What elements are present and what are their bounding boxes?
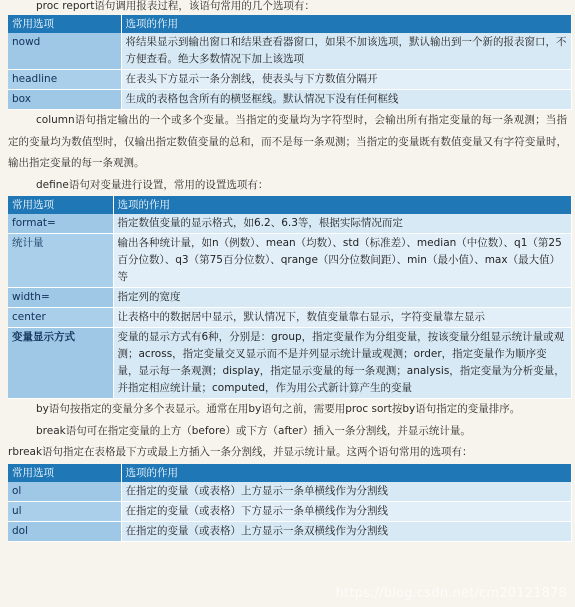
option-name: 变量显示方式: [8, 328, 113, 399]
option-name: 统计量: [8, 234, 113, 288]
option-description: 输出各种统计量，如n（例数）、mean（均数）、std（标准差）、median（中位数）、q1（第25百分位数）、q3（第75百分位数）、qrange（四分位数间距）、min（最小值）、max（最大值）等: [113, 234, 572, 288]
column-statement-paragraph: column语句指定输出的一个或多个变量。当指定的变量均为字符型时，会输出所有指定变量的每一条观测；当指定的变量均为数值型时，仅输出指定数值变量的总和，而不是每一条观测；当指定的变量既有数值变量又有字符变量时，输出指定变量的每一条观测。: [8, 114, 567, 169]
report-options-table: [8, 15, 572, 110]
column-header-effect: 选项的作用: [121, 15, 572, 33]
table-row: [8, 234, 572, 288]
table-row: [8, 288, 572, 308]
column-header-option: 常用选项: [8, 15, 121, 33]
option-name: headline: [8, 70, 121, 90]
by-statement-paragraph: by语句按指定的变量分多个表显示。通常在用by语句之前，需要用proc sort按by语句指定的变量排序。: [36, 403, 521, 415]
rbreak-statement-paragraph: rbreak语句指定在表格最下方或最上方插入一条分割线，并显示统计量。这两个语句常用的选项有：: [8, 446, 473, 458]
option-name: box: [8, 90, 121, 110]
option-name: format=: [8, 214, 113, 234]
column-header-effect: 选项的作用: [113, 196, 572, 214]
define-statement-paragraph: define语句对变量进行设置，常用的设置选项有：: [36, 178, 269, 191]
intro-paragraph: proc report语句调用报表过程，该语句常用的几个选项有：: [36, 0, 315, 12]
table-row: [8, 214, 572, 234]
option-description: 将结果显示到输出窗口和结果查看器窗口，如果不加该选项，默认输出到一个新的报表窗口，不方便查看。绝大多数情况下加上该选项: [121, 33, 572, 70]
option-description: 让表格中的数据居中显示，默认情况下，数值变量靠右显示，字符变量靠左显示: [113, 308, 572, 328]
option-description: 在表头下方显示一条分割线，使表头与下方数值分隔开: [121, 70, 572, 90]
table-row: [8, 70, 572, 90]
break-options-table: [8, 464, 572, 542]
watermark-url: https://blog.csdn.net/cm20121878: [335, 586, 567, 601]
table-row: [8, 521, 572, 541]
option-name: ol: [8, 482, 121, 502]
option-description: 指定数值变量的显示格式，如6.2、6.3等，根据实际情况而定: [113, 214, 572, 234]
table-row: [8, 308, 572, 328]
option-description: 指定列的宽度: [113, 288, 572, 308]
option-description: 在指定的变量（或表格）上方显示一条单横线作为分割线: [121, 482, 572, 502]
table-row: [8, 33, 572, 70]
option-description: 生成的表格包含所有的横竖框线。默认情况下没有任何框线: [121, 90, 572, 110]
table-row: [8, 501, 572, 521]
option-name: center: [8, 308, 113, 328]
column-header-option: 常用选项: [8, 464, 121, 482]
column-header-option: 常用选项: [8, 196, 113, 214]
option-description: 在指定的变量（或表格）上方显示一条双横线作为分割线: [121, 521, 572, 541]
column-header-effect: 选项的作用: [121, 464, 572, 482]
option-description: 变量的显示方式有6种，分别是：group，指定变量作为分组变量，按该变量分组显示统计量或观测；across，指定变量交叉显示而不是并列显示统计量或观测；order，指定变量作为顺序变量，显示每一条观测；display，指定显示变量的每一条观测；analysis，指定变量为分析变量，并指定相应统计量；computed，作为用公式新计算产生的变量: [113, 328, 572, 399]
option-name: ul: [8, 501, 121, 521]
option-name: width=: [8, 288, 113, 308]
table-row: [8, 482, 572, 502]
option-name: dol: [8, 521, 121, 541]
table-row: [8, 90, 572, 110]
table-row: [8, 328, 572, 399]
break-statement-paragraph: break语句可在指定变量的上方（before）或下方（after）插入一条分割线，并显示统计量。: [36, 424, 471, 437]
define-options-table: [8, 196, 572, 399]
option-name: nowd: [8, 33, 121, 70]
option-description: 在指定的变量（或表格）下方显示一条单横线作为分割线: [121, 501, 572, 521]
